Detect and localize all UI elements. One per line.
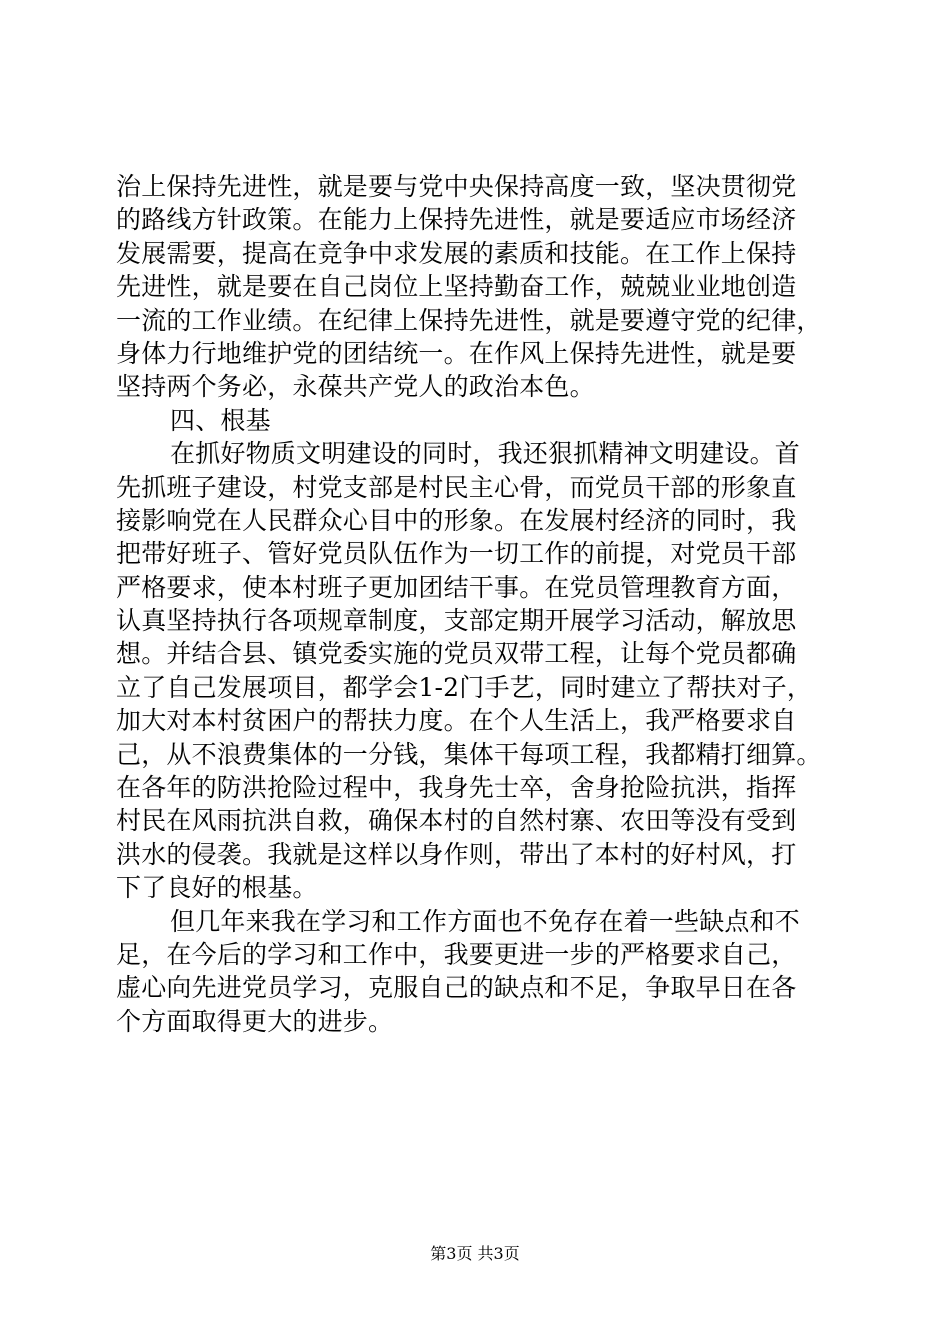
text-line: 严格要求，使本村班子更加团结干事。在党员管理教育方面， — [116, 572, 797, 602]
text-line: 认真坚持执行各项规章制度，支部定期开展学习活动，解放思 — [116, 606, 797, 636]
text-line: 接影响党在人民群众心目中的形象。在发展村经济的同时，我 — [116, 505, 797, 535]
text-line: 个方面取得更大的进步。 — [116, 1006, 394, 1036]
text-line: 的路线方针政策。在能力上保持先进性，就是要适应市场经济 — [116, 205, 797, 235]
text-line: 先抓班子建设，村党支部是村民主心骨，而党员干部的形象直 — [116, 472, 797, 502]
text-line: 治上保持先进性，就是要与党中央保持高度一致，坚决贯彻党 — [116, 172, 797, 201]
text-line: 但几年来我在学习和工作方面也不免存在着一些缺点和不 — [170, 906, 801, 936]
page-footer: 第3页 共3页 — [430, 1244, 520, 1263]
text-line: 村民在风雨抗洪自救，确保本村的自然村寨、农田等没有受到 — [116, 806, 797, 836]
text-line: 在抓好物质文明建设的同时，我还狠抓精神文明建设。首 — [170, 439, 801, 469]
text-line: 四、根基 — [170, 405, 271, 435]
text-line: 先进性，就是要在自己岗位上坚持勤奋工作，兢兢业业地创造 — [116, 272, 797, 302]
text-line: 一流的工作业绩。在纪律上保持先进性，就是要遵守党的纪律， — [116, 305, 822, 335]
text-line: 下了良好的根基。 — [116, 873, 318, 903]
text-line: 发展需要，提高在竞争中求发展的素质和技能。在工作上保持 — [116, 238, 797, 268]
text-line: 洪水的侵袭。我就是这样以身作则，带出了本村的好村风，打 — [116, 839, 797, 869]
text-line: 虚心向先进党员学习，克服自己的缺点和不足，争取早日在各 — [116, 973, 797, 1003]
text-line: 足，在今后的学习和工作中，我要更进一步的严格要求自己， — [116, 939, 797, 969]
text-line: 立了自己发展项目，都学会1-2门手艺，同时建立了帮扶对子， — [116, 672, 813, 702]
text-line: 想。并结合县、镇党委实施的党员双带工程，让每个党员都确 — [116, 639, 797, 669]
text-line: 在各年的防洪抢险过程中，我身先士卒，舍身抢险抗洪，指挥 — [116, 773, 797, 803]
text-line: 加大对本村贫困户的帮扶力度。在个人生活上，我严格要求自 — [116, 706, 797, 736]
text-line: 己，从不浪费集体的一分钱，集体干每项工程，我都精打细算。 — [116, 739, 822, 769]
text-line: 身体力行地维护党的团结统一。在作风上保持先进性，就是要 — [116, 338, 797, 368]
text-line: 把带好班子、管好党员队伍作为一切工作的前提，对党员干部 — [116, 539, 797, 569]
body-text — [116, 170, 836, 1038]
text-line: 坚持两个务必，永葆共产党人的政治本色。 — [116, 372, 595, 402]
